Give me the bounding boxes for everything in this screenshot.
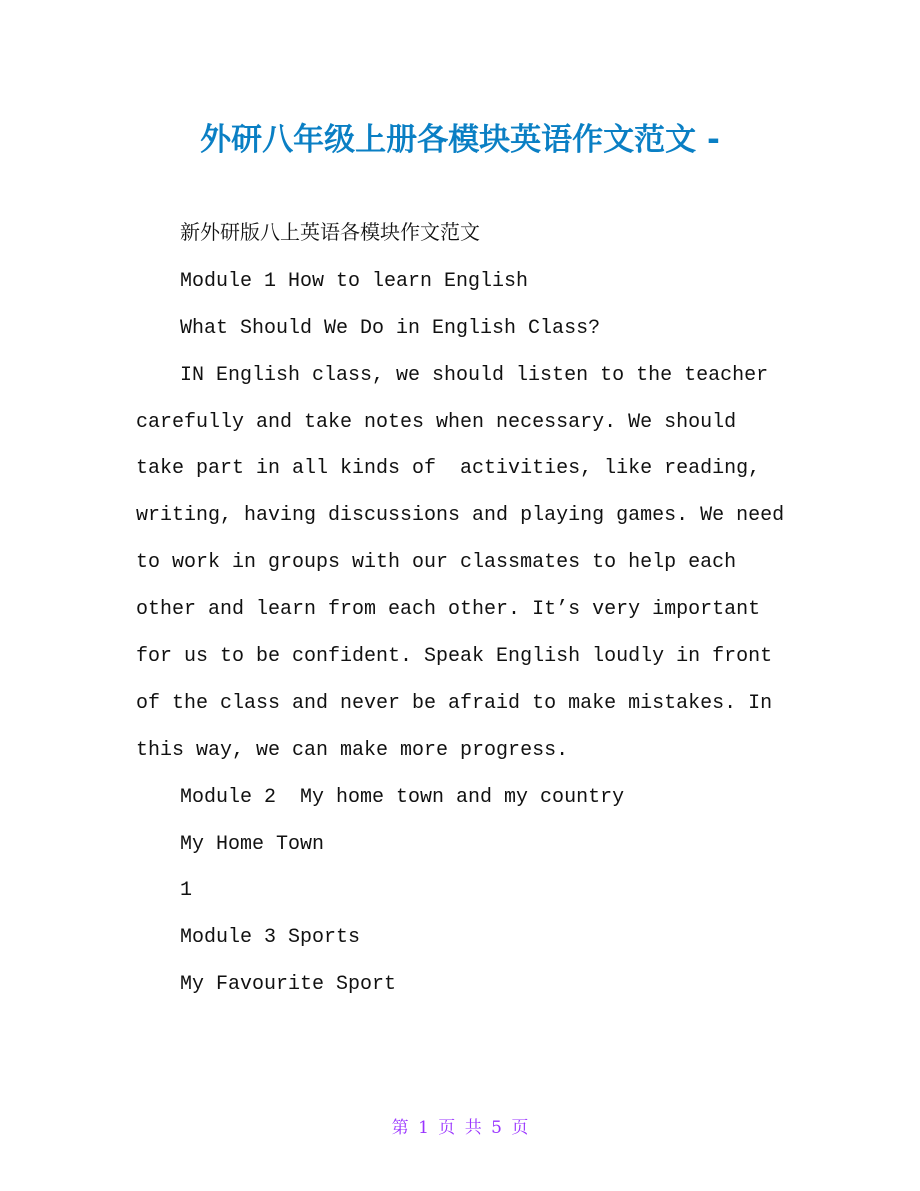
text-line: My Favourite Sport [180,973,397,997]
text-line: for us to be confident. Speak English loudly in front [136,645,773,669]
document-body [0,212,920,1009]
text-line: take part in all kinds of activities, like reading, [136,457,761,481]
text-line: of the class and never be afraid to make mistakes. In [136,691,773,715]
text-line: My Home Town [180,832,325,856]
text-line: Module 1 How to learn English [180,269,529,293]
document-title: 外研八年级上册各模块英语作文范文 - [200,122,720,158]
text-line: Module 3 Sports [180,926,361,950]
text-line: 1 [180,879,193,903]
text-line: writing, having discussions and playing games. We need [136,504,785,528]
text-line: to work in groups with our classmates to help each [136,551,737,575]
text-line: 新外研版八上英语各模块作文范文 [180,223,480,246]
text-line: this way, we can make more progress. [136,738,569,762]
page-footer: 第 1 页 共 5 页 [391,1118,529,1138]
text-line: IN English class, we should listen to the teacher [180,363,769,387]
text-line: other and learn from each other. It’s very important [136,598,761,622]
text-line: Module 2 My home town and my country [180,785,625,809]
text-line: carefully and take notes when necessary. We should [136,410,737,434]
text-line: What Should We Do in English Class? [180,316,601,340]
